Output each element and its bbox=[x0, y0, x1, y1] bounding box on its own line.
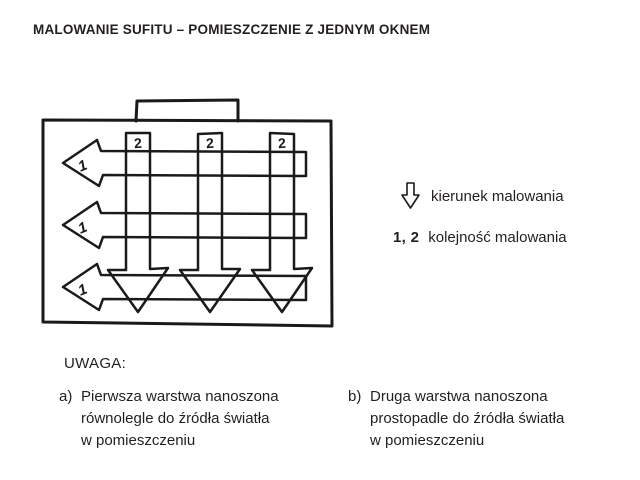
note-b-line-3: w pomieszczeniu bbox=[370, 432, 485, 449]
legend-order-row bbox=[393, 229, 567, 246]
note-b-line-1: Druga warstwa nanoszona bbox=[370, 388, 548, 405]
note-a-line-1: Pierwsza warstwa nanoszona bbox=[81, 388, 279, 405]
first-coat-label-1: 1 bbox=[75, 156, 90, 176]
second-coat-label-3: 2 bbox=[277, 134, 287, 152]
notes-heading: UWAGA: bbox=[64, 355, 127, 372]
first-coat-label-3: 1 bbox=[75, 280, 90, 300]
second-coat-label-1: 2 bbox=[133, 134, 143, 152]
note-item-b bbox=[348, 386, 598, 452]
note-b-text bbox=[370, 386, 598, 452]
down-arrow-icon-2 bbox=[180, 133, 240, 312]
note-b-marker: b) bbox=[348, 388, 362, 405]
note-a-marker: a) bbox=[59, 388, 73, 405]
note-a-line-2: równolegle do źródła światła bbox=[81, 410, 270, 427]
note-b-line-2: prostopadle do źródła światła bbox=[370, 410, 565, 427]
page-title: MALOWANIE SUFITU – POMIESZCZENIE Z JEDNYM OKNEM bbox=[33, 22, 431, 37]
first-coat-label-2: 1 bbox=[75, 218, 90, 238]
note-item-a bbox=[59, 386, 299, 452]
note-a-text bbox=[81, 386, 299, 452]
down-arrow-icon-1 bbox=[108, 133, 168, 312]
second-coat-label-2: 2 bbox=[205, 134, 215, 152]
legend-order-numbers: 1, 2 bbox=[393, 229, 420, 246]
legend-down-arrow-icon bbox=[402, 183, 419, 208]
window-icon bbox=[136, 100, 238, 121]
legend-direction-label: kierunek malowania bbox=[431, 188, 564, 205]
legend-order-label: kolejność malowania bbox=[428, 229, 567, 246]
note-a-line-3: w pomieszczeniu bbox=[81, 432, 196, 449]
down-arrow-icon-3 bbox=[252, 133, 312, 312]
